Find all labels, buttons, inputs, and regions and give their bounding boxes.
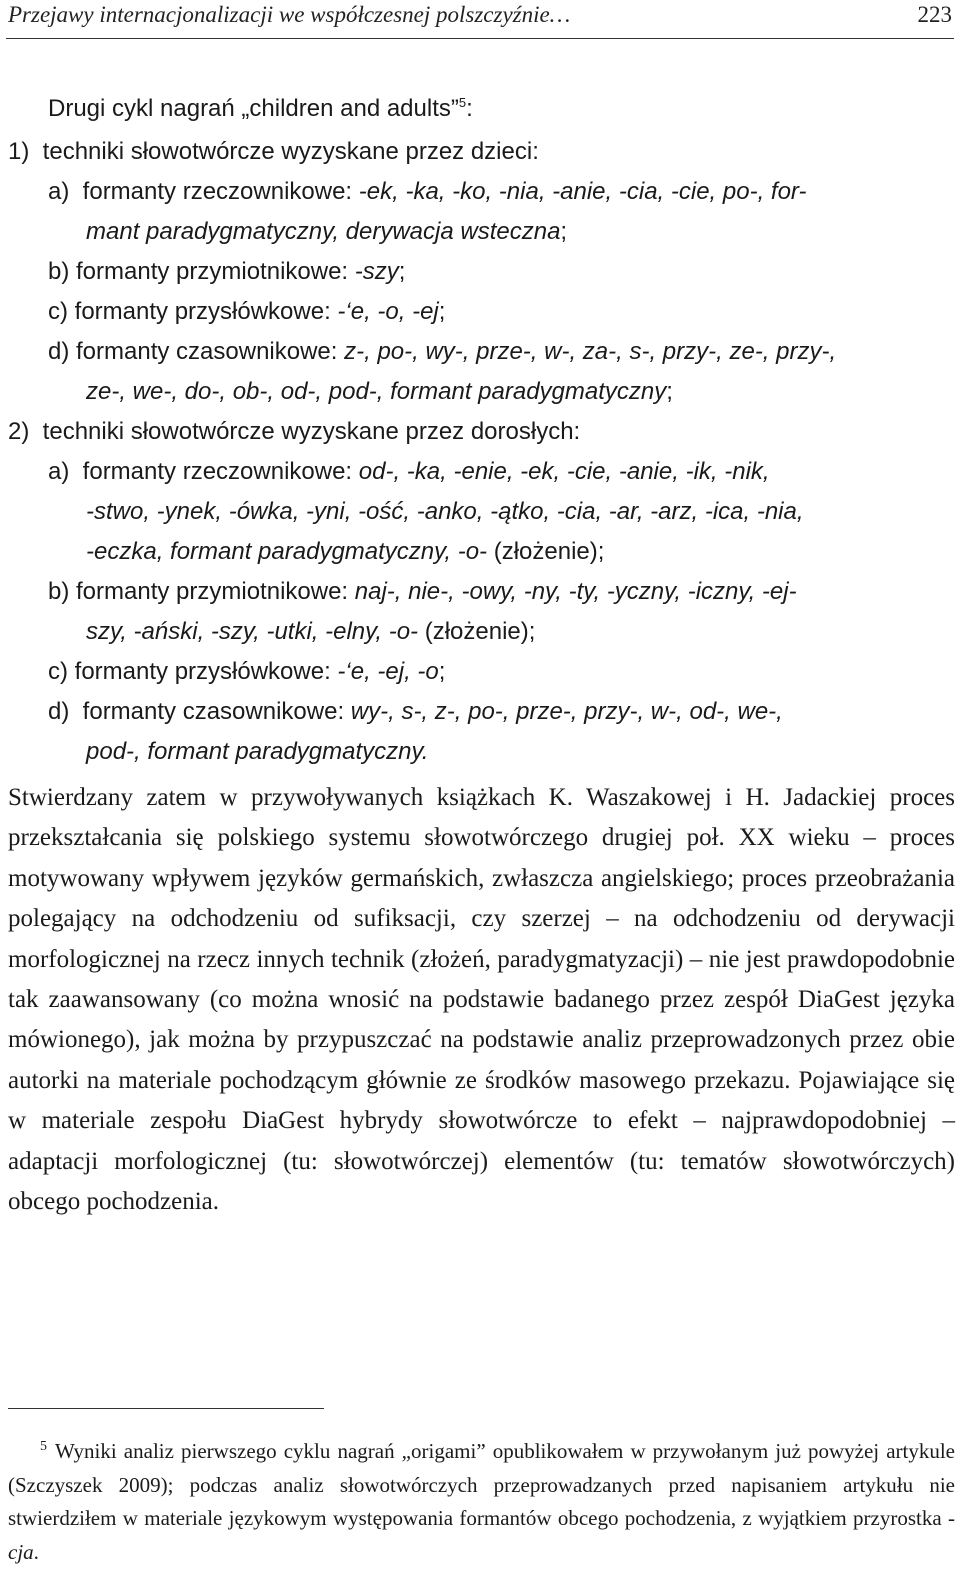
list-line xyxy=(48,460,770,484)
list-line-segment: b) formanty przymiotnikowe: xyxy=(48,578,355,605)
list-line-segment: szy, -ański, -szy, -utki, -elny, -o- xyxy=(86,618,419,645)
footnote-ref[interactable]: 5 xyxy=(458,95,467,110)
list-line xyxy=(8,420,580,444)
list-line xyxy=(86,740,428,764)
list-line-segment: ; xyxy=(560,218,568,245)
list-line-segment: pod-, formant paradygmatyczny. xyxy=(86,738,429,765)
list-line-segment: ; xyxy=(438,658,446,685)
list-line xyxy=(8,140,539,164)
section-title-suffix: : xyxy=(466,95,473,122)
list-line xyxy=(86,540,604,564)
list-line-segment: a) formanty rzeczownikowe: xyxy=(48,178,359,205)
list-line xyxy=(86,220,567,244)
main-paragraph: Stwierdzany zatem w przywoływanych książkach K. Waszakowej i H. Jadackiej proces przekształcania się polskiego systemu słowotwórczego drugiej poł. XX wieku – proces motywowany wpływem języków germańskich, zwłaszcza angielskiego; proces przeobrażania polegający na odchodzeniu od sufiksacji, czy szerzej – na odchodzeniu od derywacji morfologicznej na rzecz innych technik (złożeń, paradygmatyzacji) – nie jest prawdopodobnie tak zaawansowany (co można wnosić na podstawie badanego przez zespół DiaGest języka mówionego), jak można by przypuszczać na podstawie analiz przeprowadzonych przez obie autorki na materiale pochodzącym głównie ze środków masowego przekazu. Pojawiające się w materiale zespołu DiaGest hybrydy słowotwórcze to efekt – najprawdopodobniej – adaptacji morfologicznej (tu: słowotwórczej) elementów (tu: tematów słowotwórczych) obcego pochodzenia. xyxy=(8,784,955,1216)
list-line-segment: ze-, we-, do-, ob-, od-, pod-, formant paradygmatyczny xyxy=(86,378,667,405)
list-line-segment: ; xyxy=(438,298,446,325)
list-line-segment: z-, po-, wy-, prze-, w-, za-, s-, przy-, ze-, przy-, xyxy=(344,338,837,365)
list-line-segment: -‘e, -ej, -o xyxy=(337,658,439,685)
list-line-segment: -szy xyxy=(354,258,399,285)
section-title xyxy=(48,96,473,121)
list-line-segment: (złożenie); xyxy=(487,538,605,565)
list-line-segment: a) formanty rzeczownikowe: xyxy=(48,458,359,485)
list-line-segment: d) formanty czasownikowe: xyxy=(48,338,345,365)
list-line-segment: od-, -ka, -enie, -ek, -cie, -anie, -ik, -nik, xyxy=(358,458,770,485)
list-line xyxy=(48,180,806,204)
list-line-segment: ; xyxy=(398,258,406,285)
list-line xyxy=(48,340,836,364)
list-line-segment: wy-, s-, z-, po-, prze-, przy-, w-, od-, we-, xyxy=(350,698,783,725)
list-line-segment: 2) techniki słowotwórcze wyzyskane przez dorosłych: xyxy=(8,418,581,445)
footnote-end: . xyxy=(33,1539,39,1564)
footnote-text: Wyniki analiz pierwszego cyklu nagrań „origami” opublikowałem w przywołanym już powyżej artykule (Szczyszek 2009); podczas analiz słowotwórczych przeprowadzanych przed napisaniem artykułu nie stwierdziłem w materiale językowym występowania formantów obcego pochodzenia, z wyjątkiem przyrostka xyxy=(8,1439,955,1530)
list-line-segment: d) formanty czasownikowe: xyxy=(48,698,351,725)
list-line xyxy=(48,700,783,724)
list-line xyxy=(86,380,673,404)
list-line xyxy=(48,660,445,684)
running-header xyxy=(0,0,960,40)
list-line xyxy=(48,300,445,324)
list-line xyxy=(86,500,804,524)
list-line-segment: -stwo, -ynek, -ówka, -yni, -ość, -anko, -ątko, -cia, -ar, -arz, -ica, -nia, xyxy=(86,498,804,525)
footnote xyxy=(8,1430,955,1569)
list-line-segment: b) formanty przymiotnikowe: xyxy=(48,258,355,285)
header-rule xyxy=(6,38,954,39)
list-line-segment: c) formanty przysłówkowe: xyxy=(48,658,338,685)
footnote-suffix: -cja xyxy=(8,1506,955,1564)
list-line-segment: c) formanty przysłówkowe: xyxy=(48,298,338,325)
list-line xyxy=(86,620,535,644)
section-title-text: Drugi cykl nagrań „children and adults” xyxy=(48,95,459,122)
list-line-segment: (złożenie); xyxy=(418,618,536,645)
footnote-rule xyxy=(8,1408,324,1409)
list-line xyxy=(48,260,405,284)
list-line-segment: -eczka, formant paradygmatyczny, -o- xyxy=(86,538,488,565)
running-title: Przejawy internacjonalizacji we współczesnej polszczyźnie… xyxy=(8,2,571,27)
list-line-segment: -‘e, -o, -ej xyxy=(337,298,439,325)
list-line-segment: ; xyxy=(666,378,673,405)
page-number: 223 xyxy=(917,2,952,27)
list-line-segment: naj-, nie-, -owy, -ny, -ty, -yczny, -iczny, -ej- xyxy=(354,578,797,605)
list-line-segment: mant paradygmatyczny, derywacja wsteczna xyxy=(86,218,561,245)
list-line-segment: -ek, -ka, -ko, -nia, -anie, -cia, -cie, po-, for- xyxy=(358,178,807,205)
list-line xyxy=(48,580,797,604)
footnote-number: 5 xyxy=(40,1439,47,1454)
list-line-segment: 1) techniki słowotwórcze wyzyskane przez dzieci: xyxy=(8,138,539,165)
